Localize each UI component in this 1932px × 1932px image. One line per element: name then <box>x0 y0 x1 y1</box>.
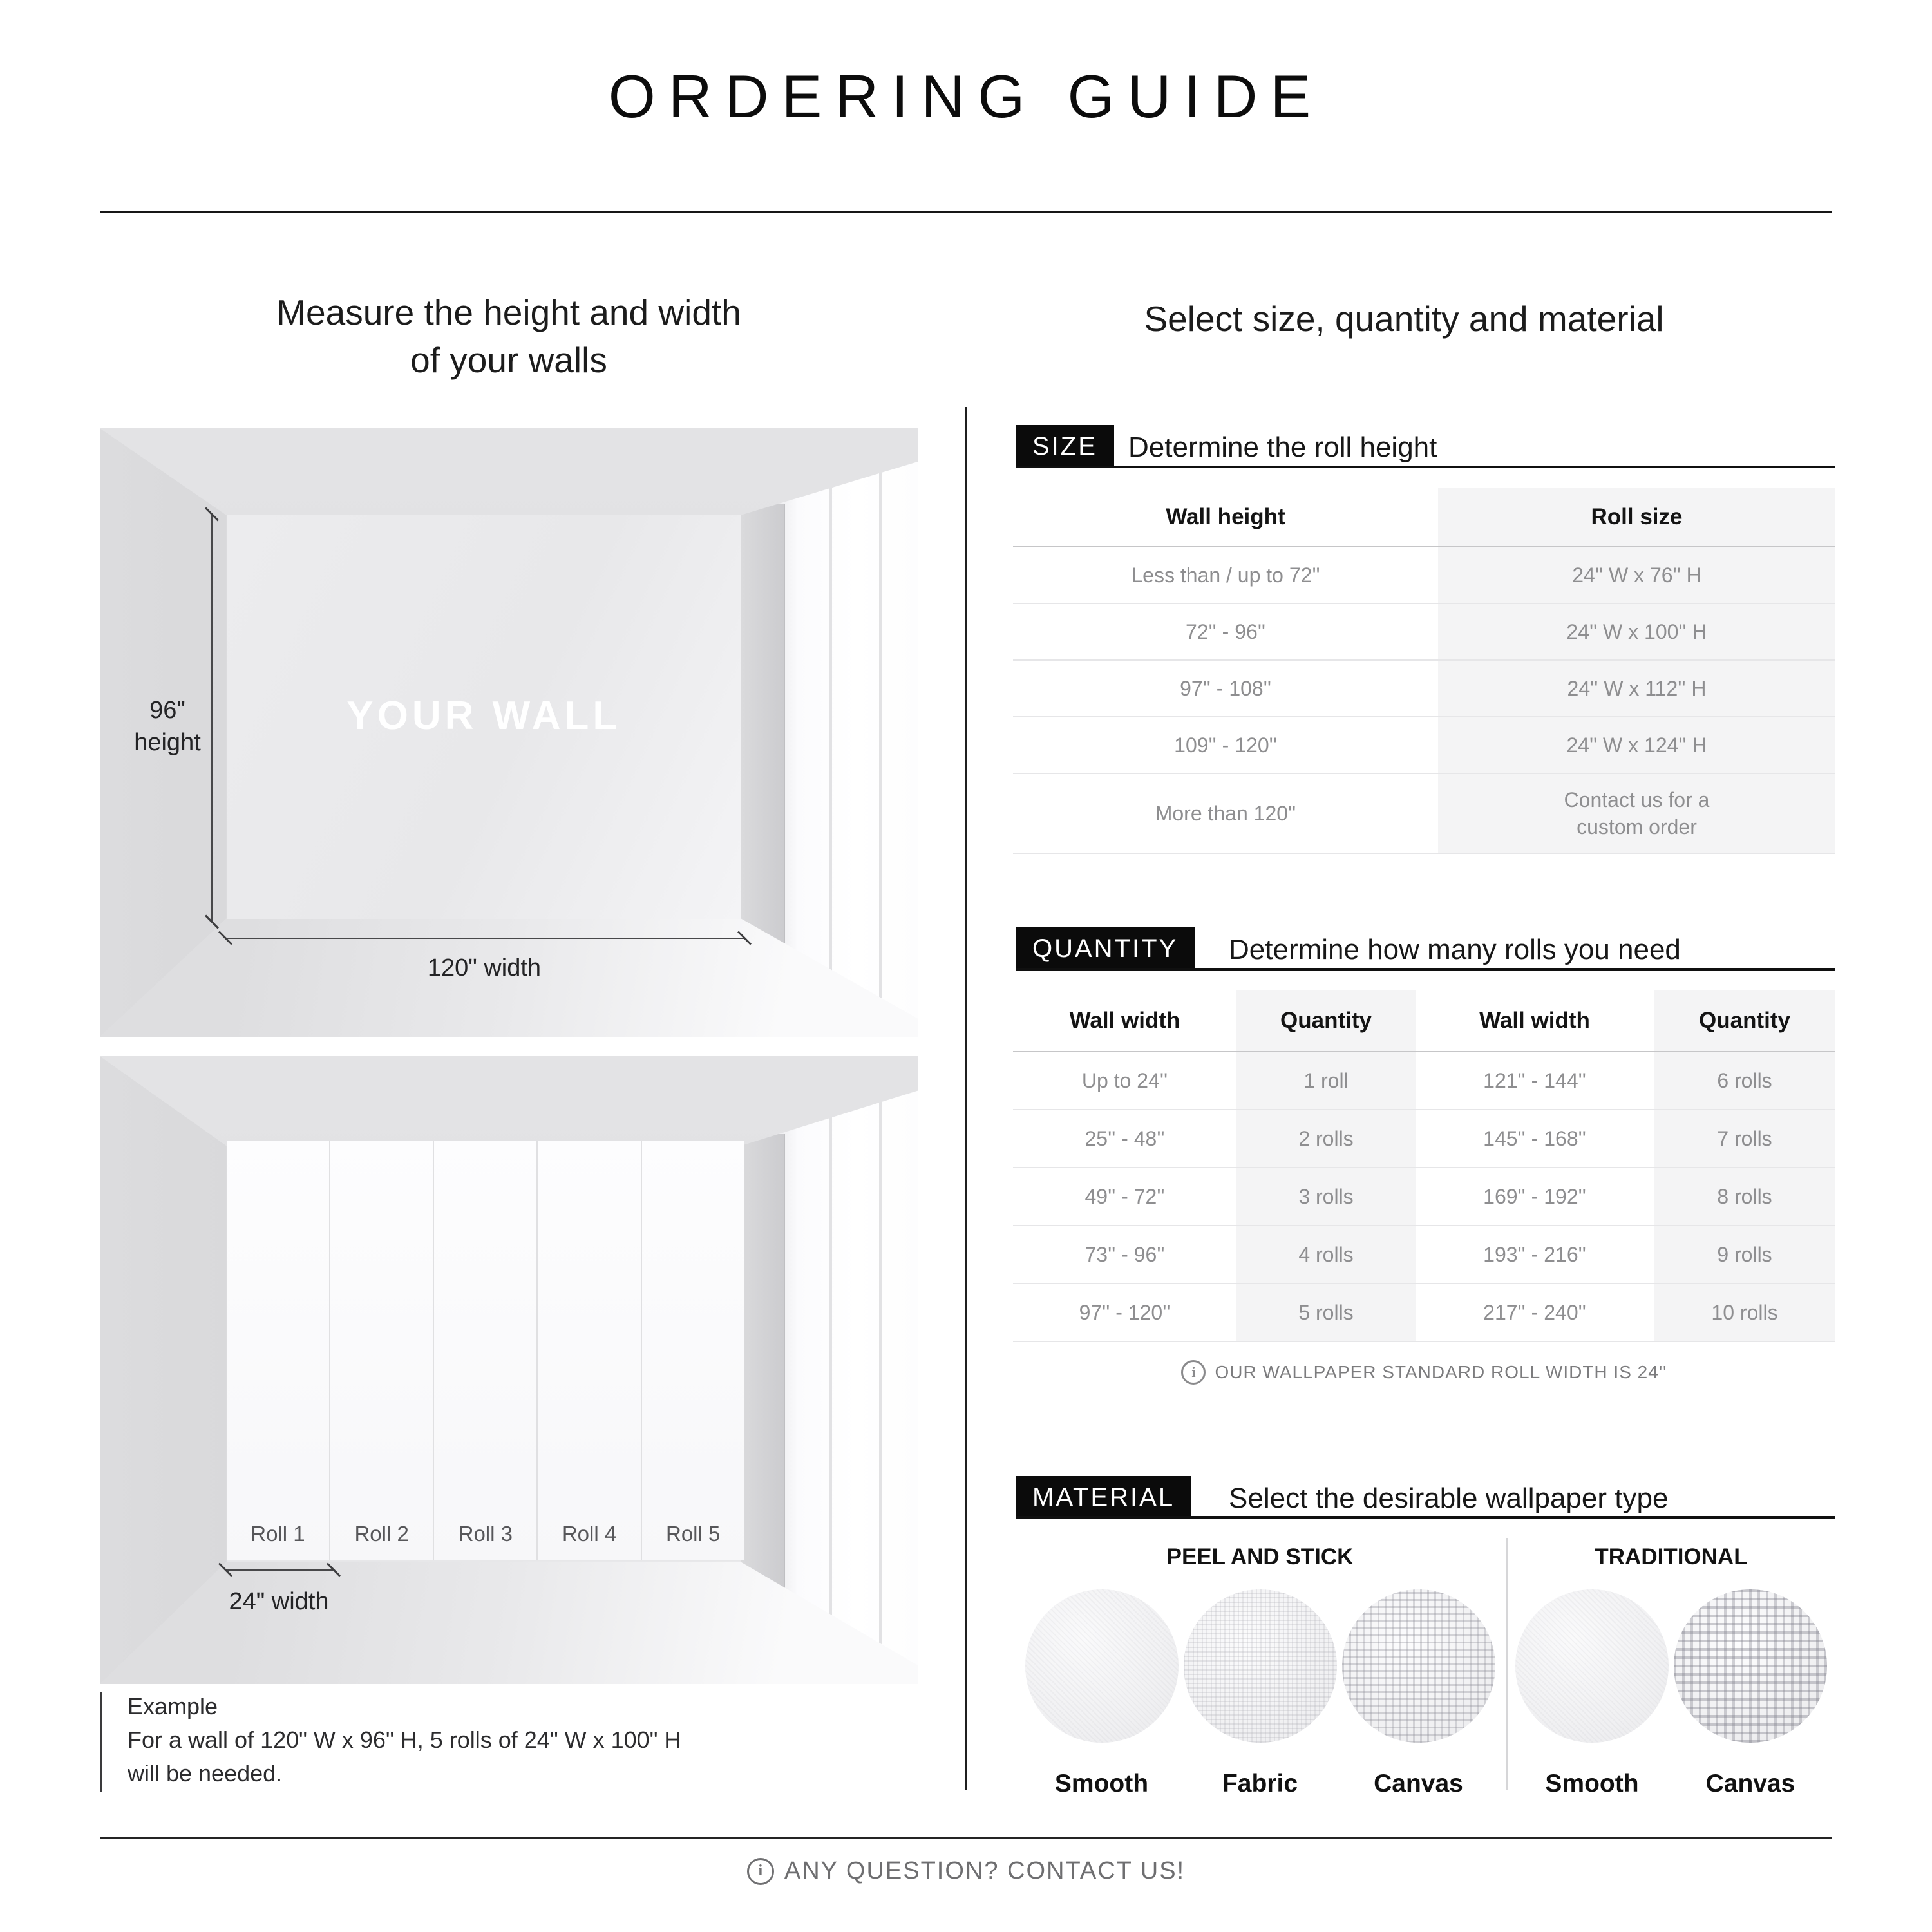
peel-and-stick-swatches <box>1013 1589 1507 1798</box>
table-cell: 3 rolls <box>1236 1168 1416 1226</box>
swatch-label: Canvas <box>1374 1770 1463 1797</box>
table-cell-text: Contact us for a custom order <box>1564 788 1710 838</box>
table-cell: 1 roll <box>1236 1052 1416 1110</box>
roll-panel <box>330 1141 434 1560</box>
traditional-swatches <box>1507 1589 1835 1798</box>
example-title: Example <box>128 1693 218 1719</box>
swatch-label: Smooth <box>1054 1770 1149 1797</box>
window-mullion-icon <box>879 459 882 1037</box>
table-cell: 9 rolls <box>1654 1226 1835 1284</box>
table-cell: 73'' - 96'' <box>1013 1226 1236 1284</box>
roll-label: Roll 1 <box>251 1521 305 1546</box>
canvas-texture-icon <box>1342 1589 1495 1743</box>
roll-label: Roll 4 <box>562 1521 617 1546</box>
table-cell: 49'' - 72'' <box>1013 1168 1236 1226</box>
canvas-texture-icon <box>1674 1589 1827 1743</box>
footer-note: ANY QUESTION? CONTACT US! <box>784 1857 1186 1884</box>
quantity-badge: QUANTITY <box>1016 927 1195 970</box>
size-col-header: Roll size <box>1438 488 1835 547</box>
swatch-label: Fabric <box>1222 1770 1298 1797</box>
quantity-col-header: Wall width <box>1013 990 1236 1052</box>
roll-panels <box>227 1141 744 1560</box>
swatch <box>1674 1589 1827 1798</box>
table-cell: More than 120'' <box>1013 774 1438 854</box>
size-subtitle: Determine the roll height <box>1128 431 1437 463</box>
table-cell <box>1438 774 1835 854</box>
material-badge: MATERIAL <box>1016 1476 1191 1519</box>
roll-width-note <box>1013 1360 1835 1385</box>
swatch <box>1025 1589 1179 1798</box>
info-icon: i <box>747 1858 774 1885</box>
example-line2: will be needed. <box>128 1760 283 1786</box>
smooth-texture-icon <box>1025 1589 1179 1743</box>
roll-label: Roll 3 <box>458 1521 513 1546</box>
quantity-col-header: Wall width <box>1416 990 1654 1052</box>
fabric-texture-icon <box>1184 1589 1337 1743</box>
table-cell: 24'' W x 100'' H <box>1438 604 1835 661</box>
table-cell: 97'' - 108'' <box>1013 661 1438 717</box>
table-cell: 217'' - 240'' <box>1416 1284 1654 1342</box>
swatch-label: Smooth <box>1545 1770 1639 1797</box>
quantity-table <box>1013 990 1835 1342</box>
quantity-col-header: Quantity <box>1236 990 1416 1052</box>
table-cell: 193'' - 216'' <box>1416 1226 1654 1284</box>
table-cell: 2 rolls <box>1236 1110 1416 1168</box>
roll-panel <box>538 1141 641 1560</box>
swatch <box>1184 1589 1337 1798</box>
roll-panel <box>642 1141 744 1560</box>
window-mullion-icon <box>879 1088 882 1684</box>
wall-edge <box>741 504 785 960</box>
page-title: ORDERING GUIDE <box>608 62 1324 130</box>
height-value: 96" <box>149 697 185 724</box>
table-cell: 121'' - 144'' <box>1416 1052 1654 1110</box>
footer-divider <box>100 1837 1832 1839</box>
table-cell: 169'' - 192'' <box>1416 1168 1654 1226</box>
left-heading-line2: of your walls <box>410 340 607 380</box>
table-cell: 5 rolls <box>1236 1284 1416 1342</box>
table-cell: 7 rolls <box>1654 1110 1835 1168</box>
table-cell: 109'' - 120'' <box>1013 717 1438 774</box>
window <box>779 1088 918 1684</box>
height-dimension-label <box>109 694 225 759</box>
window <box>779 459 918 1037</box>
left-heading-line1: Measure the height and width <box>276 292 741 332</box>
size-col-header: Wall height <box>1013 488 1438 547</box>
table-cell: 10 rolls <box>1654 1284 1835 1342</box>
table-cell: 97'' - 120'' <box>1013 1284 1236 1342</box>
table-cell: 145'' - 168'' <box>1416 1110 1654 1168</box>
your-wall-label: YOUR WALL <box>346 693 621 738</box>
roll-width-dimension-line <box>225 1569 333 1571</box>
roll-label: Roll 5 <box>666 1521 721 1546</box>
height-word: height <box>134 729 201 756</box>
table-cell: 25'' - 48'' <box>1013 1110 1236 1168</box>
roll-width-dimension-label: 24" width <box>229 1588 329 1615</box>
example-line1: For a wall of 120" W x 96" H, 5 rolls of 24" W x 100" H <box>128 1727 681 1753</box>
size-badge: SIZE <box>1016 425 1114 468</box>
wall-edge <box>741 1134 785 1605</box>
roll-label: Roll 2 <box>354 1521 409 1546</box>
example-block <box>128 1690 933 1790</box>
width-dimension-label: 120" width <box>427 954 542 981</box>
material-group-title-traditional: TRADITIONAL <box>1595 1544 1748 1569</box>
quantity-subtitle: Determine how many rolls you need <box>1229 934 1681 965</box>
table-cell: 72'' - 96'' <box>1013 604 1438 661</box>
quantity-rule <box>1016 968 1835 971</box>
table-cell: Less than / up to 72'' <box>1013 547 1438 604</box>
size-rule <box>1016 466 1835 468</box>
roll-panel <box>227 1141 330 1560</box>
material-group-title-peel: PEEL AND STICK <box>1166 1544 1354 1569</box>
table-cell: 24'' W x 76'' H <box>1438 547 1835 604</box>
roll-panel <box>434 1141 538 1560</box>
example-accent-bar <box>100 1692 102 1792</box>
title-divider <box>100 211 1832 213</box>
table-cell: 24'' W x 124'' H <box>1438 717 1835 774</box>
info-icon: i <box>1181 1360 1206 1385</box>
material-subtitle: Select the desirable wallpaper type <box>1229 1482 1669 1514</box>
table-cell: 8 rolls <box>1654 1168 1835 1226</box>
window-mullion-icon <box>829 1088 832 1684</box>
footer <box>0 1857 1932 1885</box>
right-column-heading: Select size, quantity and material <box>1144 299 1664 339</box>
quantity-col-header: Quantity <box>1654 990 1835 1052</box>
column-divider <box>965 407 967 1790</box>
window-mullion-icon <box>829 459 832 1037</box>
table-cell: 6 rolls <box>1654 1052 1835 1110</box>
swatch <box>1342 1589 1495 1798</box>
table-cell: Up to 24'' <box>1013 1052 1236 1110</box>
back-wall <box>227 515 741 919</box>
smooth-texture-icon <box>1515 1589 1669 1743</box>
width-dimension-line <box>225 938 744 939</box>
size-table <box>1013 488 1835 854</box>
table-cell: 24'' W x 112'' H <box>1438 661 1835 717</box>
swatch-label: Canvas <box>1705 1770 1795 1797</box>
material-rule <box>1016 1516 1835 1519</box>
note-text: OUR WALLPAPER STANDARD ROLL WIDTH IS 24'' <box>1215 1362 1667 1382</box>
swatch <box>1515 1589 1669 1798</box>
left-column-heading <box>100 289 918 384</box>
table-cell: 4 rolls <box>1236 1226 1416 1284</box>
